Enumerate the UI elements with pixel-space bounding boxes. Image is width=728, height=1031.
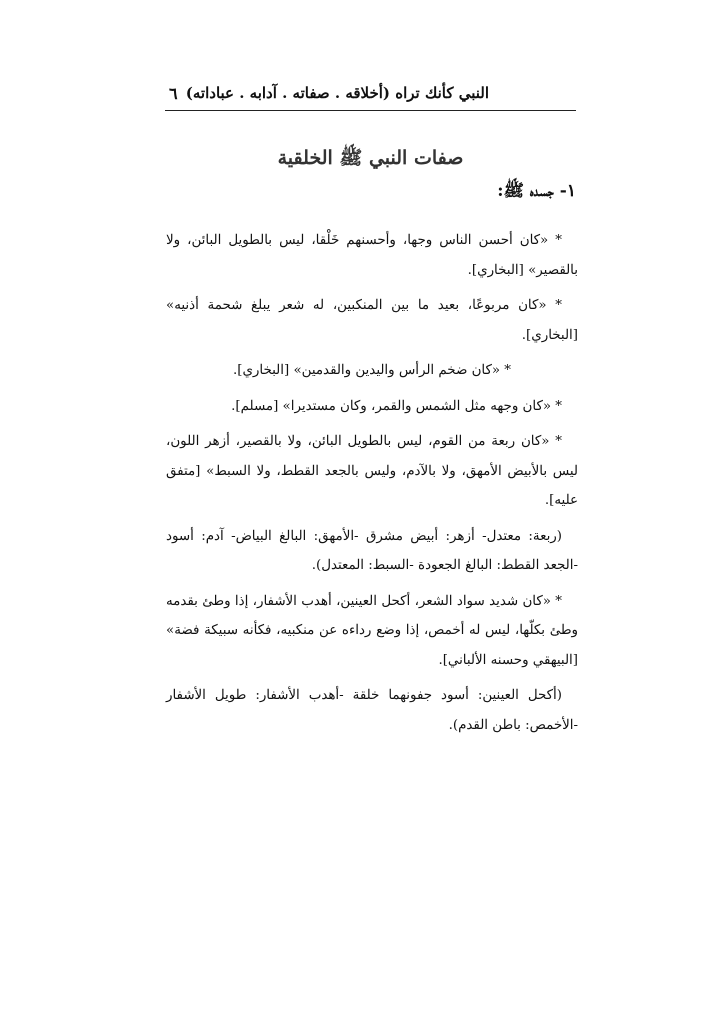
paragraph: * «كان ربعة من القوم، ليس بالطويل البائن، ولا بالقصير، أزهر اللون، ليس بالأبيض الأمهق، ولا بالآدم، وليس بالجعد القطط، ولا السبط» [متفق عليه]. [166, 434, 578, 508]
section-title: صفات النبي ﷺ الخلقية [277, 147, 464, 169]
paragraph: (ربعة: معتدل- أزهر: أبيض مشرق -الأمهق: البالغ البياض- آدم: أسود -الجعد القطط: البالغ الجعودة -السبط: المعتدل). [166, 528, 578, 573]
book-title: النبي كأنك تراه (أخلاقه . صفاته . آدابه . عباداته) [185, 84, 489, 102]
paragraph: * «كان أحسن الناس وجها، وأحسنهم خَلْقا، ليس بالطويل البائن، ولا بالقصير» [البخاري]. [166, 233, 578, 278]
paragraph: * «كان مربوعًا، بعيد ما بين المنكبين، له شعر يبلغ شحمة أذنيه» [البخاري]. [166, 298, 578, 343]
page-number: ٦ [169, 84, 178, 103]
subheading: ١- جسده ﷺ: [497, 181, 576, 201]
paragraph: * «كان ضخم الرأس واليدين والقدمين» [البخاري]. [232, 363, 512, 378]
paragraph: (أكحل العينين: أسود جفونهما خلقة -أهدب الأشفار: طويل الأشفار -الأخمص: باطن القدم). [166, 688, 578, 733]
paragraph: * «كان وجهه مثل الشمس والقمر، وكان مستديرا» [مسلم]. [231, 398, 562, 414]
page-header [165, 84, 575, 106]
body-text [166, 226, 578, 746]
header-divider [165, 110, 576, 111]
paragraph: * «كان شديد سواد الشعر، أكحل العينين، أهدب الأشفار، إذا وطئ بقدمه وطئ بكلّها، ليس له أخمص، إذا وضع رداءه عن منكبيه، فكأنه سبيكة فضة» [البيهقي وحسنه الألباني]. [166, 593, 578, 668]
